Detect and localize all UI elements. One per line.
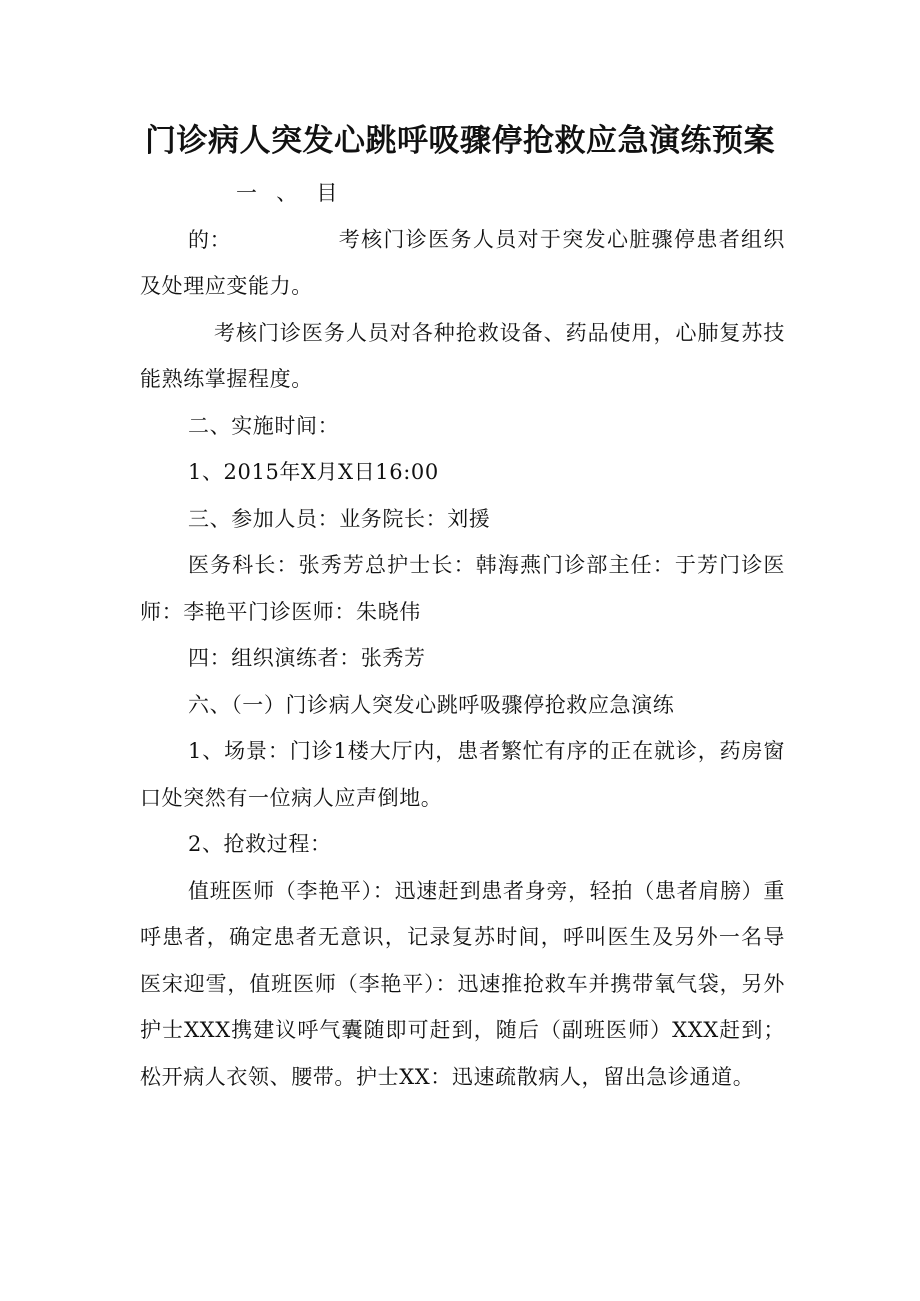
scene-paragraph: 1、场景：门诊1楼大厅内，患者繁忙有序的正在就诊，药房窗口处突然有一位病人应声倒地。 — [140, 739, 785, 810]
time-heading: 二、实施时间： — [188, 413, 340, 438]
rescue-heading: 2、抢救过程： — [188, 832, 332, 856]
organizer-line: 四：组织演练者：张秀芳 — [188, 646, 426, 670]
goal-label: 一、目的： — [188, 181, 338, 252]
drill-heading: 六、（一）门诊病人突发心跳呼吸骤停抢救应急演练 — [188, 692, 675, 717]
participants-list: 医务科长：张秀芳总护士长：韩海燕门诊部主任：于芳门诊医师：李艳平门诊医师：朱晓伟 — [140, 553, 785, 624]
rescue-paragraph: 值班医师（李艳平）：迅速赶到患者身旁，轻拍（患者肩膀）重呼患者，确定患者无意识，记录复苏时间，呼叫医生及另外一名导医宋迎雪，值班医师（李艳平）：迅速推抢救车并携带氧气袋，另外护士XXX携建议呼气囊随即可赶到，随后（副班医师）XXX赶到；松开病人衣领、腰带。护士XX：迅速疏散病人，留出急诊通道。 — [140, 878, 785, 1089]
goal-paragraph — [140, 170, 785, 310]
time-value: 1、2015年X月X日16:00 — [188, 460, 439, 484]
document-body — [140, 170, 785, 1100]
goal-paragraph-2: 考核门诊医务人员对各种抢救设备、药品使用，心肺复苏技能熟练掌握程度。 — [140, 320, 785, 391]
document-title: 门诊病人突发心跳呼吸骤停抢救应急演练预案 — [145, 123, 775, 159]
goal-text: 考核门诊医务人员对于突发心脏骤停患者组织及处理应变能力。 — [140, 227, 785, 298]
participants-heading: 三、参加人员：业务院长：刘援 — [188, 506, 491, 531]
